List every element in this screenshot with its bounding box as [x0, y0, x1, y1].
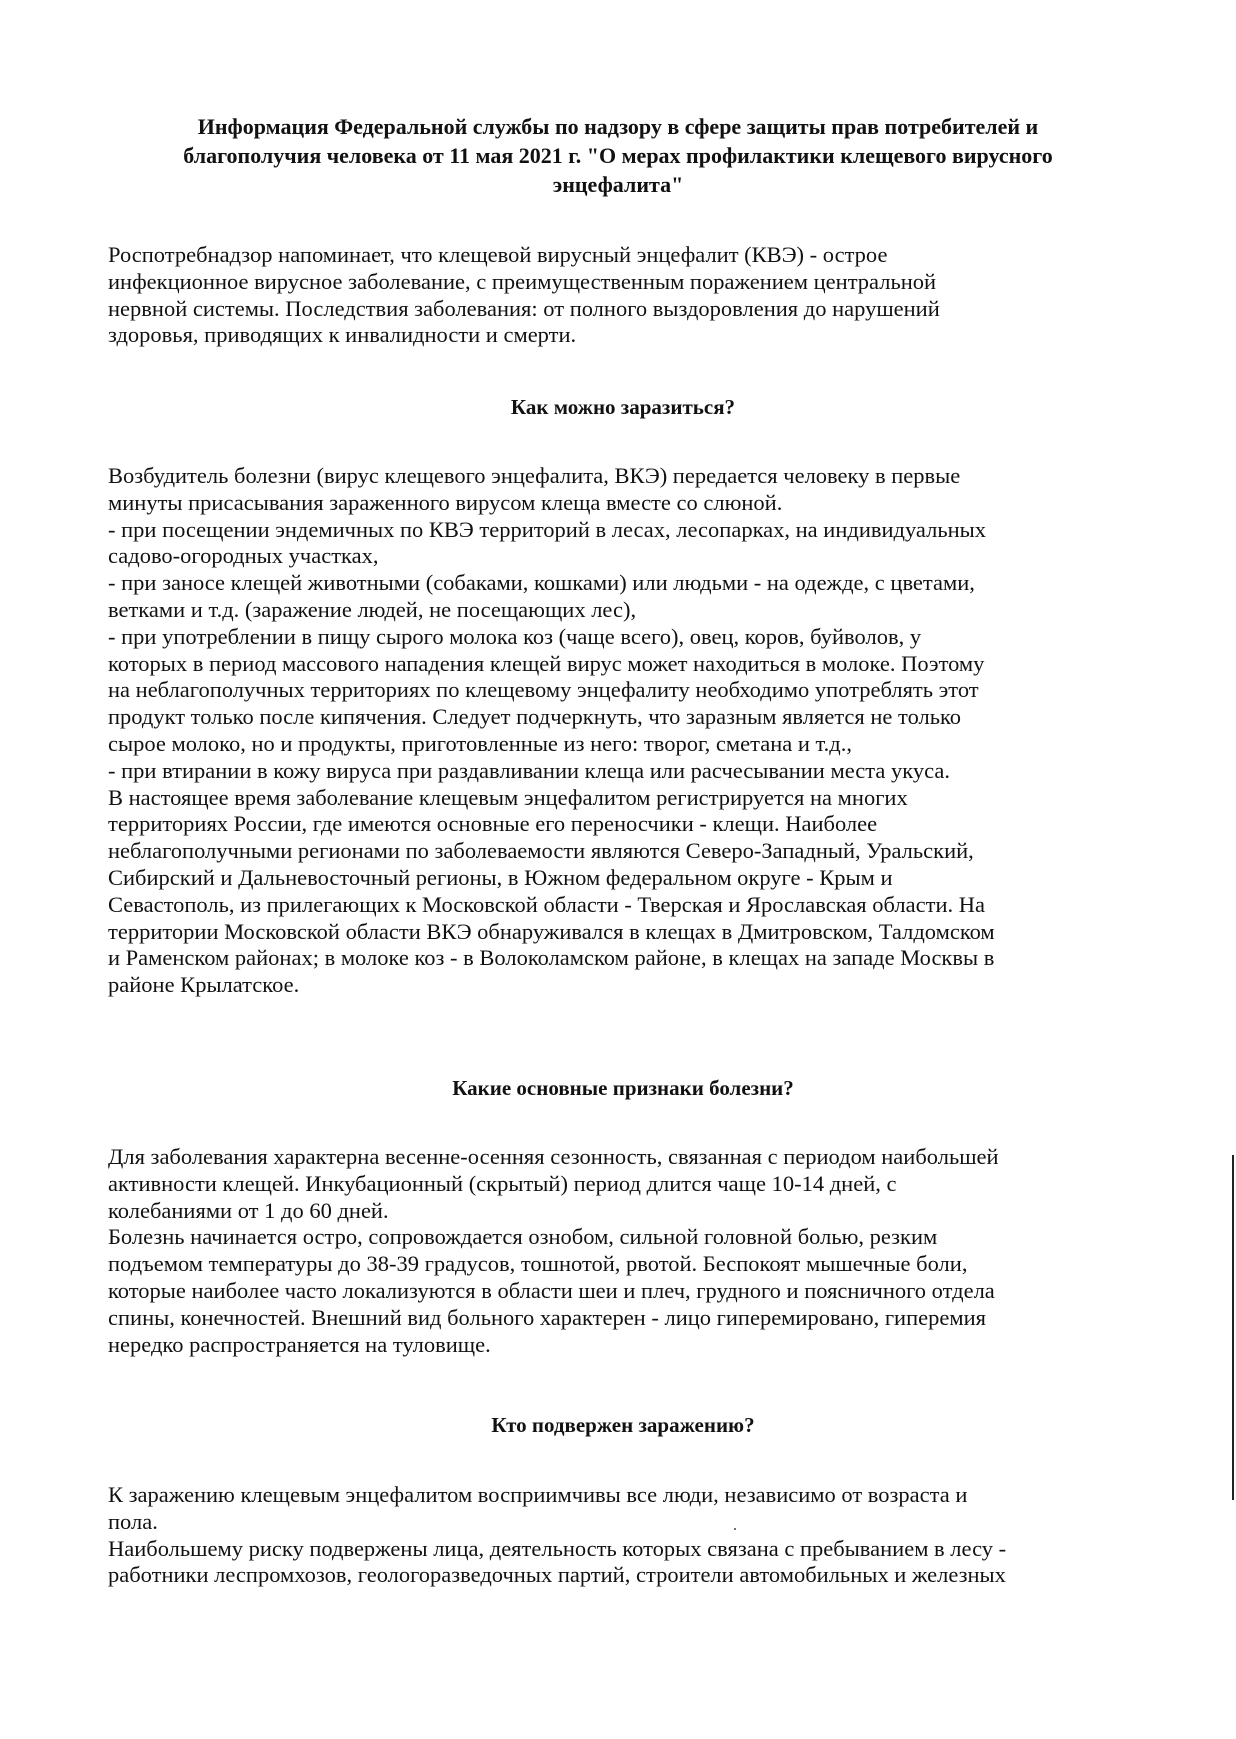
- section-body: [108, 463, 1138, 999]
- title-line: благополучия человека от 11 мая 2021 г. "О мерах профилактики клещевого вирусного: [183, 143, 1053, 168]
- text-line: подъемом температуры до 38-39 градусов, тошнотой, рвотой. Беспокоят мышечные боли,: [108, 1251, 968, 1277]
- text-line: которые наиболее часто локализуются в области шеи и плеч, грудного и поясничного отдела: [108, 1277, 995, 1303]
- text-line: Севастополь, из прилегающих к Московской области - Тверская и Ярославская области. На: [108, 891, 985, 917]
- text-line: пола.: [108, 1508, 158, 1534]
- text-line: нередко распространяется на туловище.: [108, 1331, 491, 1357]
- scan-speck: [734, 1528, 736, 1530]
- text-line: Возбудитель болезни (вирус клещевого энцефалита, ВКЭ) передается человеку в первые: [108, 463, 961, 488]
- text-line: минуты присасывания зараженного вирусом клеща вместе со слюной.: [108, 489, 783, 515]
- text-line: Сибирский и Дальневосточный регионы, в Южном федеральном округе - Крым и: [108, 864, 893, 890]
- text-line: Роспотребнадзор напоминает, что клещевой вирусный энцефалит (КВЭ) - острое: [108, 242, 888, 267]
- text-line: неблагополучными регионами по заболеваемости являются Северо-Западный, Уральский,: [108, 838, 974, 864]
- text-line: Болезнь начинается остро, сопровождается ознобом, сильной головной болью, резким: [108, 1224, 938, 1250]
- title-line: Информация Федеральной службы по надзору в сфере защиты прав потребителей и: [197, 114, 1039, 139]
- text-line: - при втирании в кожу вируса при раздавливании клеща или расчесывании места укуса.: [108, 757, 950, 783]
- section-heading: Как можно заразиться?: [510, 395, 736, 419]
- text-line: Наибольшему риску подвержены лица, деятельность которых связана с пребыванием в лесу -: [108, 1535, 1007, 1561]
- section-body: [108, 1144, 1138, 1358]
- text-line: К заражению клещевым энцефалитом восприимчивы все люди, независимо от возраста и: [108, 1482, 968, 1507]
- document-title: [110, 112, 1126, 199]
- text-line: спины, конечностей. Внешний вид больного характерен - лицо гиперемировано, гиперемия: [108, 1304, 986, 1330]
- section-body: [108, 1482, 1138, 1589]
- text-line: нервной системы. Последствия заболевания: от полного выздоровления до нарушений: [108, 295, 940, 321]
- text-line: В настоящее время заболевание клещевым энцефалитом регистрируется на многих: [108, 784, 908, 810]
- text-line: - при употреблении в пищу сырого молока коз (чаще всего), овец, коров, буйволов, у: [108, 623, 922, 649]
- text-line: - при посещении эндемичных по КВЭ территорий в лесах, лесопарках, на индивидуальных: [108, 516, 987, 542]
- text-line: на неблагополучных территориях по клещевому энцефалиту необходимо употреблять этот: [108, 677, 979, 703]
- text-line: территории Московской области ВКЭ обнаруживался в клещах в Дмитровском, Талдомском: [108, 918, 995, 944]
- text-line: Для заболевания характерна весенне-осенняя сезонность, связанная с периодом наибольшей: [108, 1144, 999, 1169]
- text-line: и Раменском районах; в молоке коз - в Волоколамском районе, в клещах на западе Москвы в: [108, 945, 995, 971]
- text-line: которых в период массового нападения клещей вирус может находиться в молоке. Поэтому: [108, 650, 985, 676]
- text-line: работники леспромхозов, геологоразведочных партий, строители автомобильных и железных: [108, 1562, 1006, 1588]
- text-line: ветками и т.д. (заражение людей, не посещающих лес),: [108, 596, 637, 622]
- text-line: - при заносе клещей животными (собаками, кошками) или людьми - на одежде, с цветами,: [108, 570, 975, 596]
- intro-paragraph: [108, 242, 1138, 349]
- text-line: инфекционное вирусное заболевание, с преимущественным поражением центральной: [108, 268, 937, 294]
- text-line: здоровья, приводящих к инвалидности и смерти.: [108, 322, 577, 348]
- section-heading: Кто подвержен заражению?: [491, 1413, 755, 1437]
- text-line: районе Крылатское.: [108, 972, 300, 998]
- scan-edge-line: [1232, 1155, 1234, 1500]
- text-line: колебаниями от 1 до 60 дней.: [108, 1197, 389, 1223]
- text-line: садово-огородных участках,: [108, 543, 379, 569]
- text-line: сырое молоко, но и продукты, приготовленные из него: творог, сметана и т.д.,: [108, 730, 853, 756]
- text-line: активности клещей. Инкубационный (скрытый) период длится чаще 10-14 дней, с: [108, 1170, 897, 1196]
- text-line: продукт только после кипячения. Следует подчеркнуть, что заразным является не только: [108, 704, 962, 730]
- title-line: энцефалита": [552, 172, 684, 197]
- section-heading: Какие основные признаки болезни?: [452, 1076, 794, 1100]
- text-line: территориях России, где имеются основные его переносчики - клещи. Наиболее: [108, 811, 878, 837]
